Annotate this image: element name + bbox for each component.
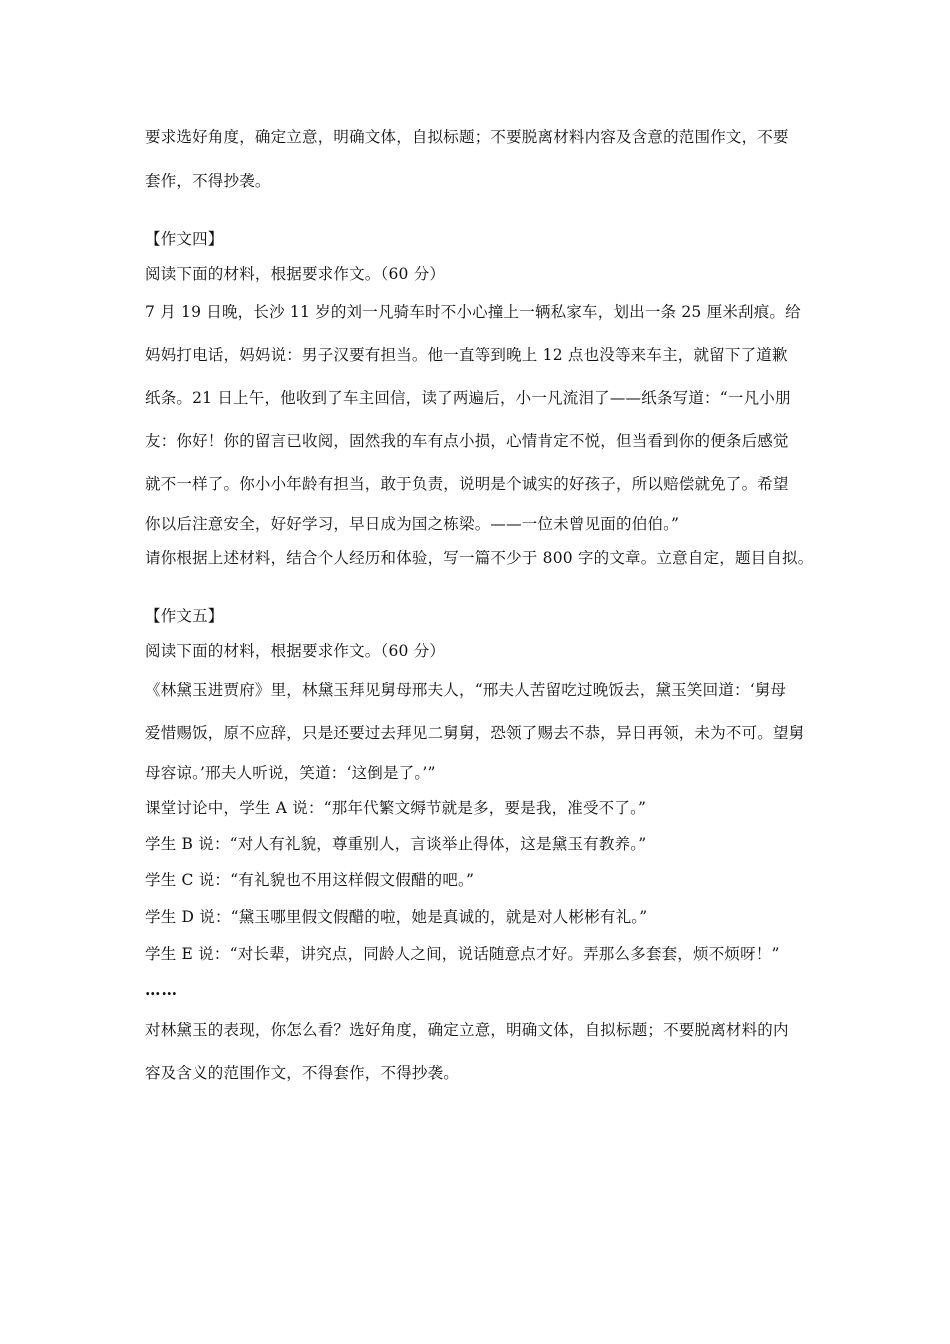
intro-line: 套作，不得抄袭。	[145, 172, 271, 190]
essay-four-line: 纸条。21 日上午，他收到了车主回信，读了两遍后，小一凡流泪了——纸条写道：“一凡小朋	[145, 389, 791, 407]
essay-five-line: 学生 E 说：“对长辈，讲究点，同龄人之间，说话随意点才好。弄那么多套套，烦不烦呀！”	[145, 945, 780, 963]
essay-four-line: 妈妈打电话，妈妈说：男子汉要有担当。他一直等到晚上 12 点也没等来车主，就留下了道歉	[145, 346, 788, 364]
essay-five-line: 学生 C 说：“有礼貌也不用这样假文假醋的吧。”	[145, 871, 475, 889]
essay-five-line: 母容谅。’邢夫人听说，笑道：‘这倒是了。’”	[145, 764, 436, 782]
essay-four-line: 7 月 19 日晚，长沙 11 岁的刘一凡骑车时不小心撞上一辆私家车，划出一条 25 厘米刮痕。给	[145, 303, 801, 321]
essay-five-instruction: 阅读下面的材料，根据要求作文。（60 分）	[145, 642, 446, 660]
essay-five-line: 对林黛玉的表现，你怎么看？选好角度，确定立意，明确文体，自拟标题；不要脱离材料的内	[145, 1021, 789, 1039]
essay-four-instruction: 阅读下面的材料，根据要求作文。（60 分）	[145, 265, 446, 283]
essay-four-line: 请你根据上述材料，结合个人经历和体验，写一篇不少于 800 字的文章。立意自定，题目自拟。	[145, 549, 814, 567]
essay-five-heading: 【作文五】	[145, 607, 224, 625]
essay-five-line: 学生 D 说：“黛玉哪里假文假醋的啦，她是真诚的，就是对人彬彬有礼。”	[145, 908, 648, 926]
essay-four-heading: 【作文四】	[145, 230, 224, 248]
intro-line: 要求选好角度，确定立意，明确文体，自拟标题；不要脱离材料内容及含意的范围作文，不要	[145, 128, 789, 146]
essay-four-line: 就不一样了。你小小年龄有担当，敢于负责，说明是个诚实的好孩子，所以赔偿就免了。希望	[145, 475, 789, 493]
essay-five-line: 容及含义的范围作文，不得套作，不得抄袭。	[145, 1064, 460, 1082]
essay-four-line: 友：你好！你的留言已收阅，固然我的车有点小损，心情肯定不悦，但当看到你的便条后感觉	[145, 432, 789, 450]
essay-four-line: 你以后注意安全，好好学习，早日成为国之栋梁。——一位未曾见面的伯伯。”	[145, 515, 680, 533]
essay-five-line: 爱惜赐饭，原不应辞，只是还要过去拜见二舅舅，恐领了赐去不恭，异日再领，未为不可。望舅	[145, 724, 805, 742]
essay-five-line: 课堂讨论中，学生 A 说：“那年代繁文缛节就是多，要是我，准受不了。”	[145, 799, 647, 817]
ellipsis: ……	[145, 980, 178, 999]
essay-five-line: 《林黛玉进贾府》里，林黛玉拜见舅母邢夫人，“邢夫人苦留吃过晚饭去，黛玉笑回道：‘舅母	[145, 681, 787, 699]
essay-five-line: 学生 B 说：“对人有礼貌，尊重别人，言谈举止得体，这是黛玉有教养。”	[145, 835, 647, 853]
